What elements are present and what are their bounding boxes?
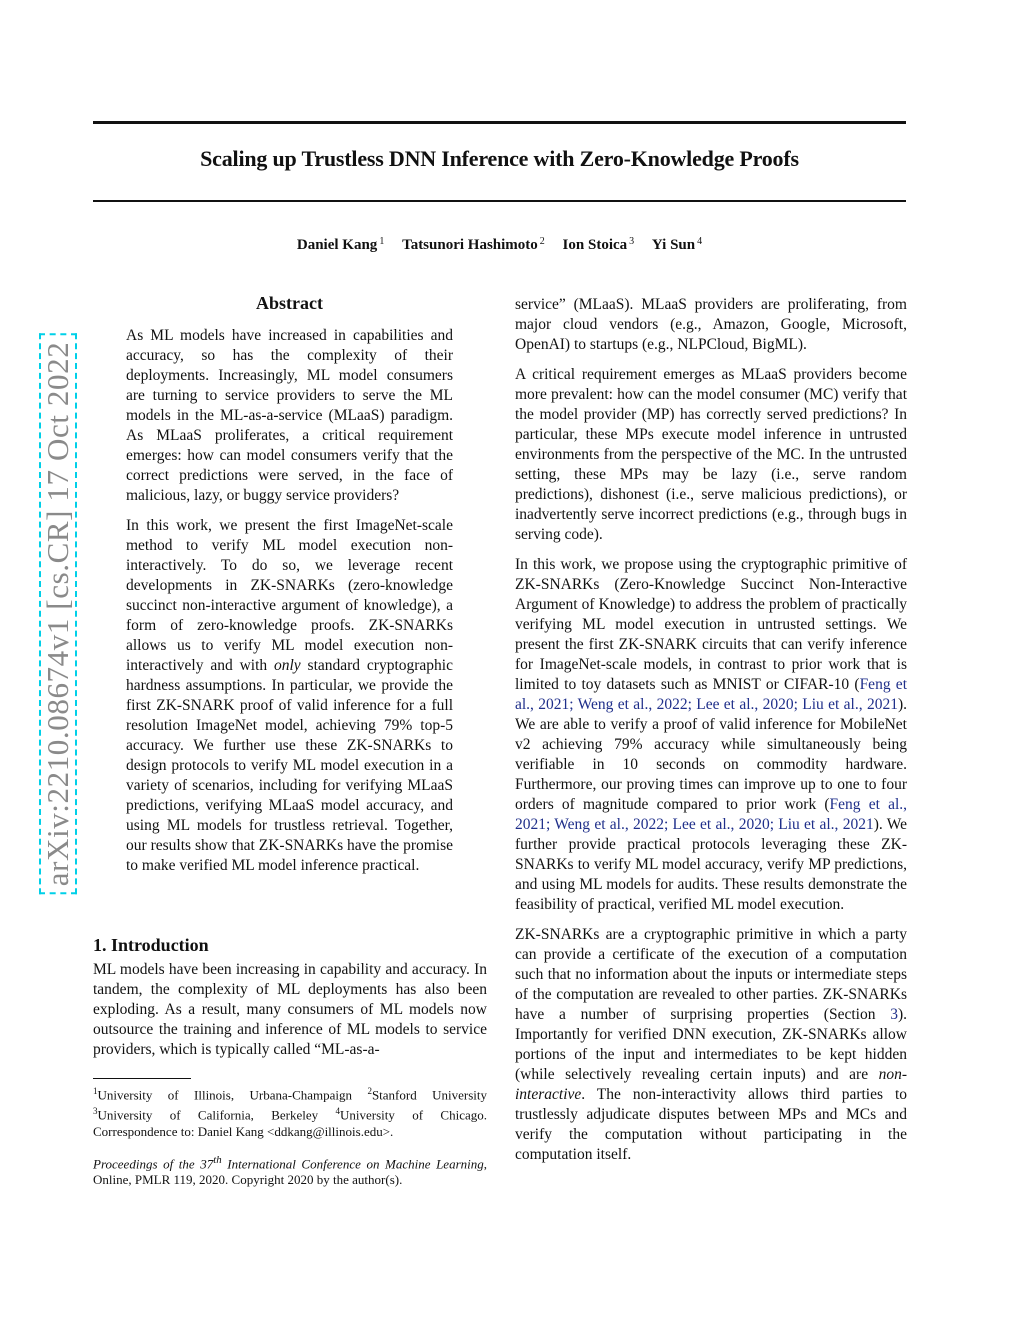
proceedings-note [93,1152,487,1188]
emphasis: Proceedings of the 37 [93,1156,214,1172]
affiliation-mark: 1 [93,1086,98,1096]
right-column-body [515,295,907,1175]
emphasis: only [274,657,301,674]
footnote-rule [93,1078,191,1079]
right-paragraph-3 [515,555,907,915]
abstract-body [126,326,453,886]
right-paragraph-1: service” (MLaaS). MLaaS providers are proliferating, from major cloud vendors (e.g., Amazon, Google, Microsoft, OpenAI) to startups (e.g., NLPCloud, BigML). [515,296,907,353]
emphasis: th [213,1154,222,1166]
affiliation: University of Illinois, Urbana-Champaign [97,1087,368,1103]
abstract-paragraph-1: As ML models have increased in capabilities and accuracy, so has the complexity of their deployments. Increasingly, ML model consumers are turning to service providers to serve the ML models in the ML-as-a-service (MLaaS) paradigm. As MLaaS proliferates, a critical requirement emerges: how can model consumers verify that the correct predictions were served, in the face of malicious, lazy, or buggy service providers? [126,327,453,504]
text-run: standard cryptographic hardness assumptions. In particular, we provide the first ZK-SNARK proof of valid inference for a full resolution ImageNet model, achieving 79% top-5 accuracy. We further use these ZK-SNARKs to design protocols to verify ML model execution in a variety of scenarios, including for verifying MLaaS predictions, verifying MLaaS model accuracy, and using ML models for trustless retrieval. Together, our results show that ZK-SNARKs have the promise to make verified ML model inference practical. [126,657,453,874]
author-3 [563,237,635,253]
title-bottom-rule [93,200,906,202]
affiliation-mark: 2 [539,236,545,247]
citation-link[interactable]: Feng et al., 2021; Weng et al., 2022; Lee et al., 2020; Liu et al., 2021 [515,796,907,833]
affiliation-mark: 4 [335,1106,340,1117]
text-run: In this work, we propose using the cryptographic primitive of ZK-SNARKs (Zero-Knowledge Succinct Non-Interactive Argument of Knowledge) to address the problem of practically verifying ML model execution in untrusted settings. We present the first ZK-SNARK circuits that can verify inference for ImageNet-scale models, in contrast to prior work that is limited to toy datasets such as MNIST or CIFAR-10 ( [515,556,907,693]
author-2 [402,237,545,253]
left-column-body [93,960,487,1070]
text-run: . The non-interactivity allows third parties to trustlessly adjudicate disputes between MPs and MCs and verify the computation without participating in the computation itself. [515,1086,907,1163]
author-4 [652,237,702,253]
text-run: In this work, we present the first ImageNet-scale method to verify ML model execution non-interactively. To do so, we leverage recent developments in ZK-SNARKs (zero-knowledge succinct non-interactive argument of knowledge), a form of zero-knowledge proofs. ZK-SNARKs allows us to verify ML model execution non-interactively and with [126,517,453,674]
intro-paragraph-1: ML models have been increasing in capability and accuracy. In tandem, the complexity of ML deployments has also been exploding. As a result, many consumers of ML models now outsource the training and inference of ML models to service providers, which is typically called “ML-as-a- [93,961,487,1058]
text-run: ). We further provide practical protocols leveraging these ZK-SNARKs to verify ML model accuracy, verify MP predictions, and using ML models for audits. These results demonstrate the feasibility of practical, verified ML model execution. [515,816,907,913]
affiliation: University of California, Berkeley [97,1107,336,1123]
right-paragraph-4 [515,925,907,1165]
text-run: ). We are able to verify a proof of valid inference for MobileNet v2 achieving 79% accuracy while simultaneously being verifiable in 10 seconds on commodity hardware. Furthermore, our proving times can improve up to one to four orders of magnitude compared to prior work ( [515,696,907,813]
author-list [93,236,906,254]
text-run: ). Importantly for verified DNN execution, ZK-SNARKs allow portions of the input and intermediates to be kept hidden (while selectively revealing certain inputs) and are [515,1006,907,1083]
paper-title: Scaling up Trustless DNN Inference with Zero-Knowledge Proofs [200,146,799,171]
right-paragraph-2: A critical requirement emerges as MLaaS providers become more prevalent: how can the model consumer (MC) verify that the model provider (MP) has correctly served predictions? In particular, these MPs execute model inference in untrusted environments from the perspective of the MC. In the untrusted setting, these MPs may be lazy (i.e., serve random predictions), dishonest (i.e., serve malicious predictions), or inadvertently serve incorrect predictions (e.g., through bugs in serving code). [515,366,907,543]
author-name: Ion Stoica [562,237,628,253]
abstract-paragraph-2 [126,516,453,876]
author-name: Daniel Kang [296,237,378,253]
affiliation-mark: 3 [629,236,635,247]
title-top-rule [93,121,906,124]
section-heading-introduction: 1. Introduction [93,935,209,955]
emphasis: non-interactive [515,1066,907,1103]
citation-link[interactable]: Feng et al., 2021; Weng et al., 2022; Lee et al., 2020; Liu et al., 2021 [515,676,907,713]
emphasis: International Conference on Machine Learning [221,1156,484,1172]
author-name: Yi Sun [651,237,696,253]
arxiv-stamp[interactable]: arXiv:2210.08674v1 [cs.CR] 17 Oct 2022 [39,334,77,895]
affiliation-mark: 4 [697,236,703,247]
affiliation: University of Chicago. Correspondence to: Daniel Kang <ddkang@illinois.edu>. [93,1107,487,1139]
affiliations-footnote [93,1083,487,1140]
affiliation: Stanford University [371,1087,487,1103]
affiliation-mark: 1 [379,236,385,247]
abstract-heading: Abstract [256,293,323,313]
author-name: Tatsunori Hashimoto [402,237,538,253]
section-link[interactable]: 3 [890,1006,898,1023]
author-1 [297,237,384,253]
text-run: ZK-SNARKs are a cryptographic primitive in which a party can provide a certificate of the execution of a computation such that no information about the inputs or intermediate steps of the computation are revealed to other parties. ZK-SNARKs have a number of surprising properties (Section [515,926,907,1023]
affiliation-mark: 3 [93,1106,98,1117]
affiliation-mark: 2 [367,1086,372,1096]
text-run: , Online, PMLR 119, 2020. Copyright 2020 by the author(s). [93,1156,487,1188]
